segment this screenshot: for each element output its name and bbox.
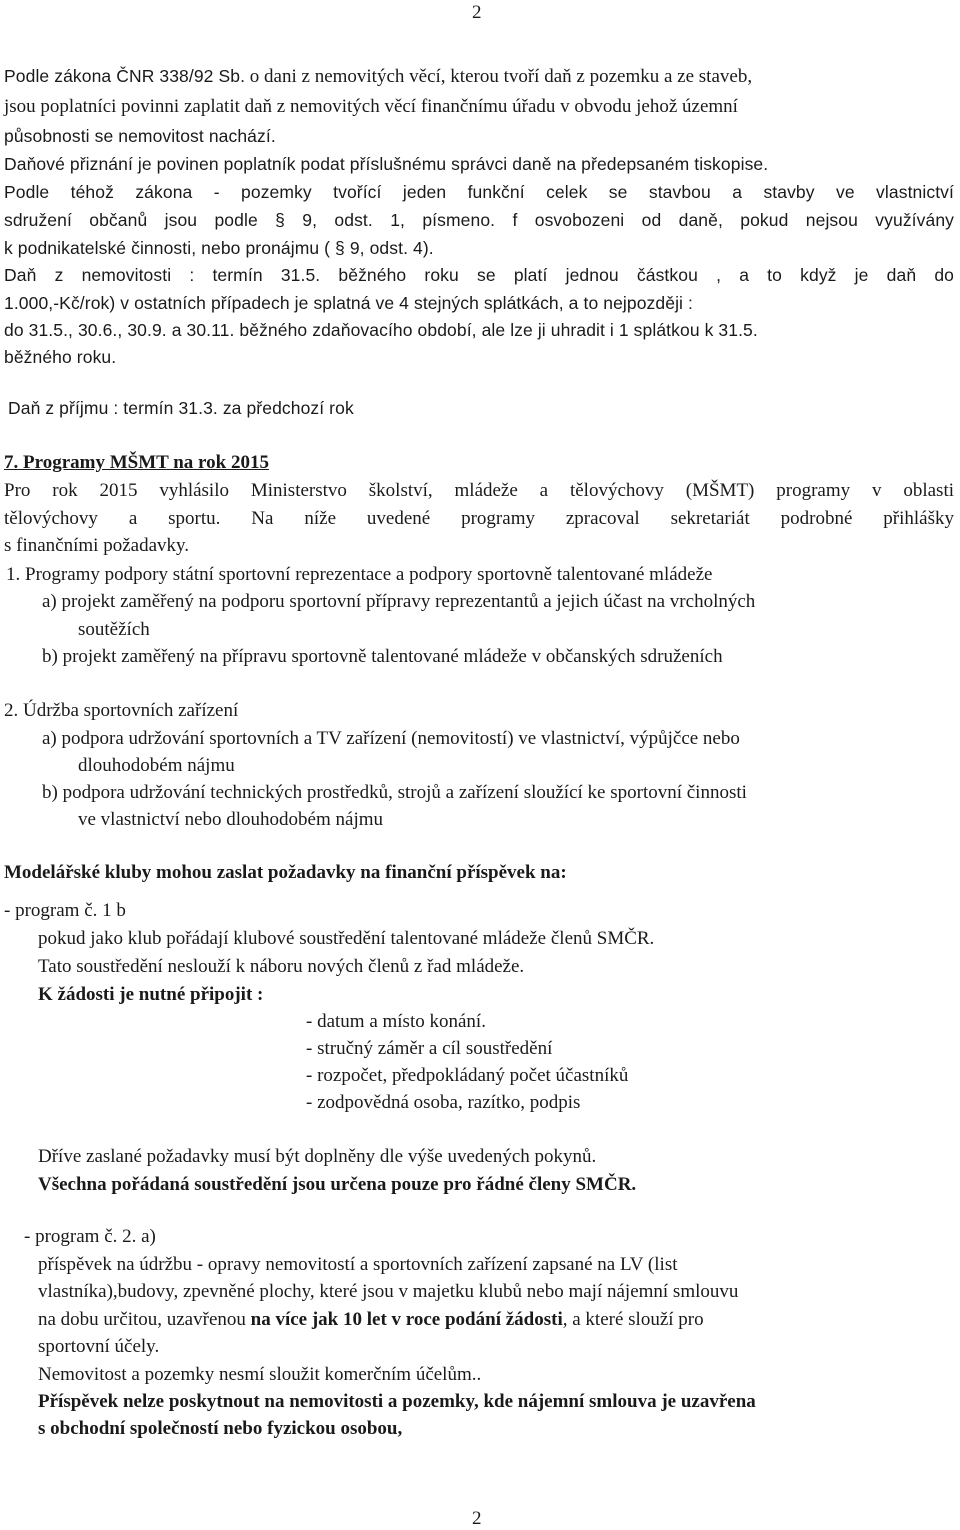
- program-1-item-a-line-1: a) projekt zaměřený na podporu sportovní přípravy reprezentantů a jejich účast na vrcholných: [42, 591, 756, 612]
- program-2a-line-3: [38, 1309, 704, 1332]
- attachments-heading: K žádosti je nutné připojit :: [38, 984, 264, 1005]
- section-7-intro-3: s finančními požadavky.: [4, 535, 190, 556]
- program-1b-line-2: Tato soustředění neslouží k náboru nových členů z řad mládeže.: [38, 956, 525, 977]
- program-1-item-a-line-2: soutěžích: [78, 619, 150, 640]
- section-7-intro-1: Pro rok 2015 vyhlásilo Ministerstvo školství, mládeže a tělovýchovy (MŠMT) programy v oblasti: [4, 480, 954, 501]
- program-2a-line-4: sportovní účely.: [38, 1336, 160, 1357]
- program-1-title: 1. Programy podpory státní sportovní reprezentace a podpory sportovně talentované mládeže: [6, 564, 713, 585]
- tax-line-10: do 31.5., 30.6., 30.9. a 30.11. běžného zdaňovacího období, ale lze ji uhradit i 1 splátkou k 31.5.: [4, 320, 758, 340]
- program-2a-line-6: Příspěvek nelze poskytnout na nemovitosti a pozemky, kde nájemní smlouva je uzavřena: [38, 1391, 756, 1412]
- tax-line-4: Daňové přiznání je povinen poplatník podat příslušnému správci daně na předepsaném tiskopise.: [4, 154, 769, 174]
- program-2a-emphasis: na více jak 10 let v roce podání žádosti: [250, 1309, 563, 1330]
- program-1b-line-1: pokud jako klub pořádají klubové soustředění talentované mládeže členů SMČR.: [38, 928, 655, 949]
- program-2a-line-2: vlastníka),budovy, zpevněné plochy, které jsou v majetku klubů nebo mají nájemní smlouvu: [38, 1281, 739, 1302]
- section-7-intro-2: tělovýchovy a sportu. Na níže uvedené programy zpracoval sekretariát podrobné přihlášky: [4, 508, 954, 529]
- tax-line-2: jsou poplatníci povinni zaplatit daň z nemovitých věcí finančnímu úřadu v obvodu jehož územní: [4, 96, 738, 117]
- program-2a-line-3-start: na dobu určitou, uzavřenou: [38, 1309, 246, 1330]
- tax-line-3: působnosti se nemovitost nachází.: [4, 126, 276, 146]
- tax-line-1: [4, 66, 752, 89]
- program-2a-line-5: Nemovitost a pozemky nesmí sloužit komerčním účelům..: [38, 1364, 482, 1385]
- program-2-item-a-line-1: a) podpora udržování sportovních a TV zařízení (nemovitostí) ve vlastnictví, výpůjčce nebo: [42, 728, 740, 749]
- attachment-item: - datum a místo konání.: [306, 1011, 486, 1032]
- income-tax-line: Daň z příjmu : termín 31.3. za předchozí rok: [8, 398, 354, 418]
- tax-line-7: k podnikatelské činnosti, nebo pronájmu ( § 9, odst. 4).: [4, 238, 434, 258]
- tax-line-8: Daň z nemovitosti : termín 31.5. běžného roku se platí jednou částkou , a to když je daň do: [4, 265, 954, 285]
- tax-line-11: běžného roku.: [4, 347, 117, 367]
- tax-line-9: 1.000,-Kč/rok) v ostatních případech je splatná ve 4 stejných splátkách, a to nejpozději :: [4, 293, 693, 313]
- note-2: Všechna pořádaná soustředění jsou určena pouze pro řádné členy SMČR.: [38, 1174, 637, 1195]
- note-1: Dříve zaslané požadavky musí být doplněny dle výše uvedených pokynů.: [38, 1146, 597, 1167]
- program-2-item-a-line-2: dlouhodobém nájmu: [78, 755, 235, 776]
- section-7-heading: 7. Programy MŠMT na rok 2015: [4, 452, 269, 473]
- page-number: 2: [472, 2, 482, 23]
- tax-line-1-rest: o dani z nemovitých věcí, kterou tvoří daň z pozemku a ze staveb,: [249, 66, 753, 87]
- tax-line-5: Podle téhož zákona - pozemky tvořící jeden funkční celek se stavbou a stavby ve vlastnictví: [4, 182, 954, 202]
- page-number-bottom: 2: [472, 1508, 482, 1529]
- program-2-item-b-line-2: ve vlastnictví nebo dlouhodobém nájmu: [78, 809, 384, 830]
- program-2a-title: - program č. 2. a): [24, 1226, 156, 1247]
- tax-law-reference: Podle zákona ČNR 338/92 Sb.: [4, 66, 246, 86]
- program-2-title: 2. Údržba sportovních zařízení: [4, 700, 239, 721]
- program-2-item-b-line-1: b) podpora udržování technických prostředků, strojů a zařízení sloužící ke sportovní činnosti: [42, 782, 747, 803]
- program-1b-title: - program č. 1 b: [4, 900, 126, 921]
- attachment-item: - stručný záměr a cíl soustředění: [306, 1038, 553, 1059]
- attachment-item: - zodpovědná osoba, razítko, podpis: [306, 1092, 581, 1113]
- clubs-heading: Modelářské kluby mohou zaslat požadavky na finanční příspěvek na:: [4, 862, 567, 883]
- tax-line-6: sdružení občanů jsou podle § 9, odst. 1, písmeno. f osvobozeni od daně, pokud nejsou využívány: [4, 210, 954, 230]
- program-2a-line-7: s obchodní společností nebo fyzickou osobou,: [38, 1418, 403, 1439]
- attachment-item: - rozpočet, předpokládaný počet účastníků: [306, 1065, 629, 1086]
- program-1-item-b: b) projekt zaměřený na přípravu sportovně talentované mládeže v občanských sdruženích: [42, 646, 723, 667]
- program-2a-line-1: příspěvek na údržbu - opravy nemovitostí a sportovních zařízení zapsané na LV (list: [38, 1254, 678, 1275]
- program-2a-line-3-end: , a které slouží pro: [562, 1309, 704, 1330]
